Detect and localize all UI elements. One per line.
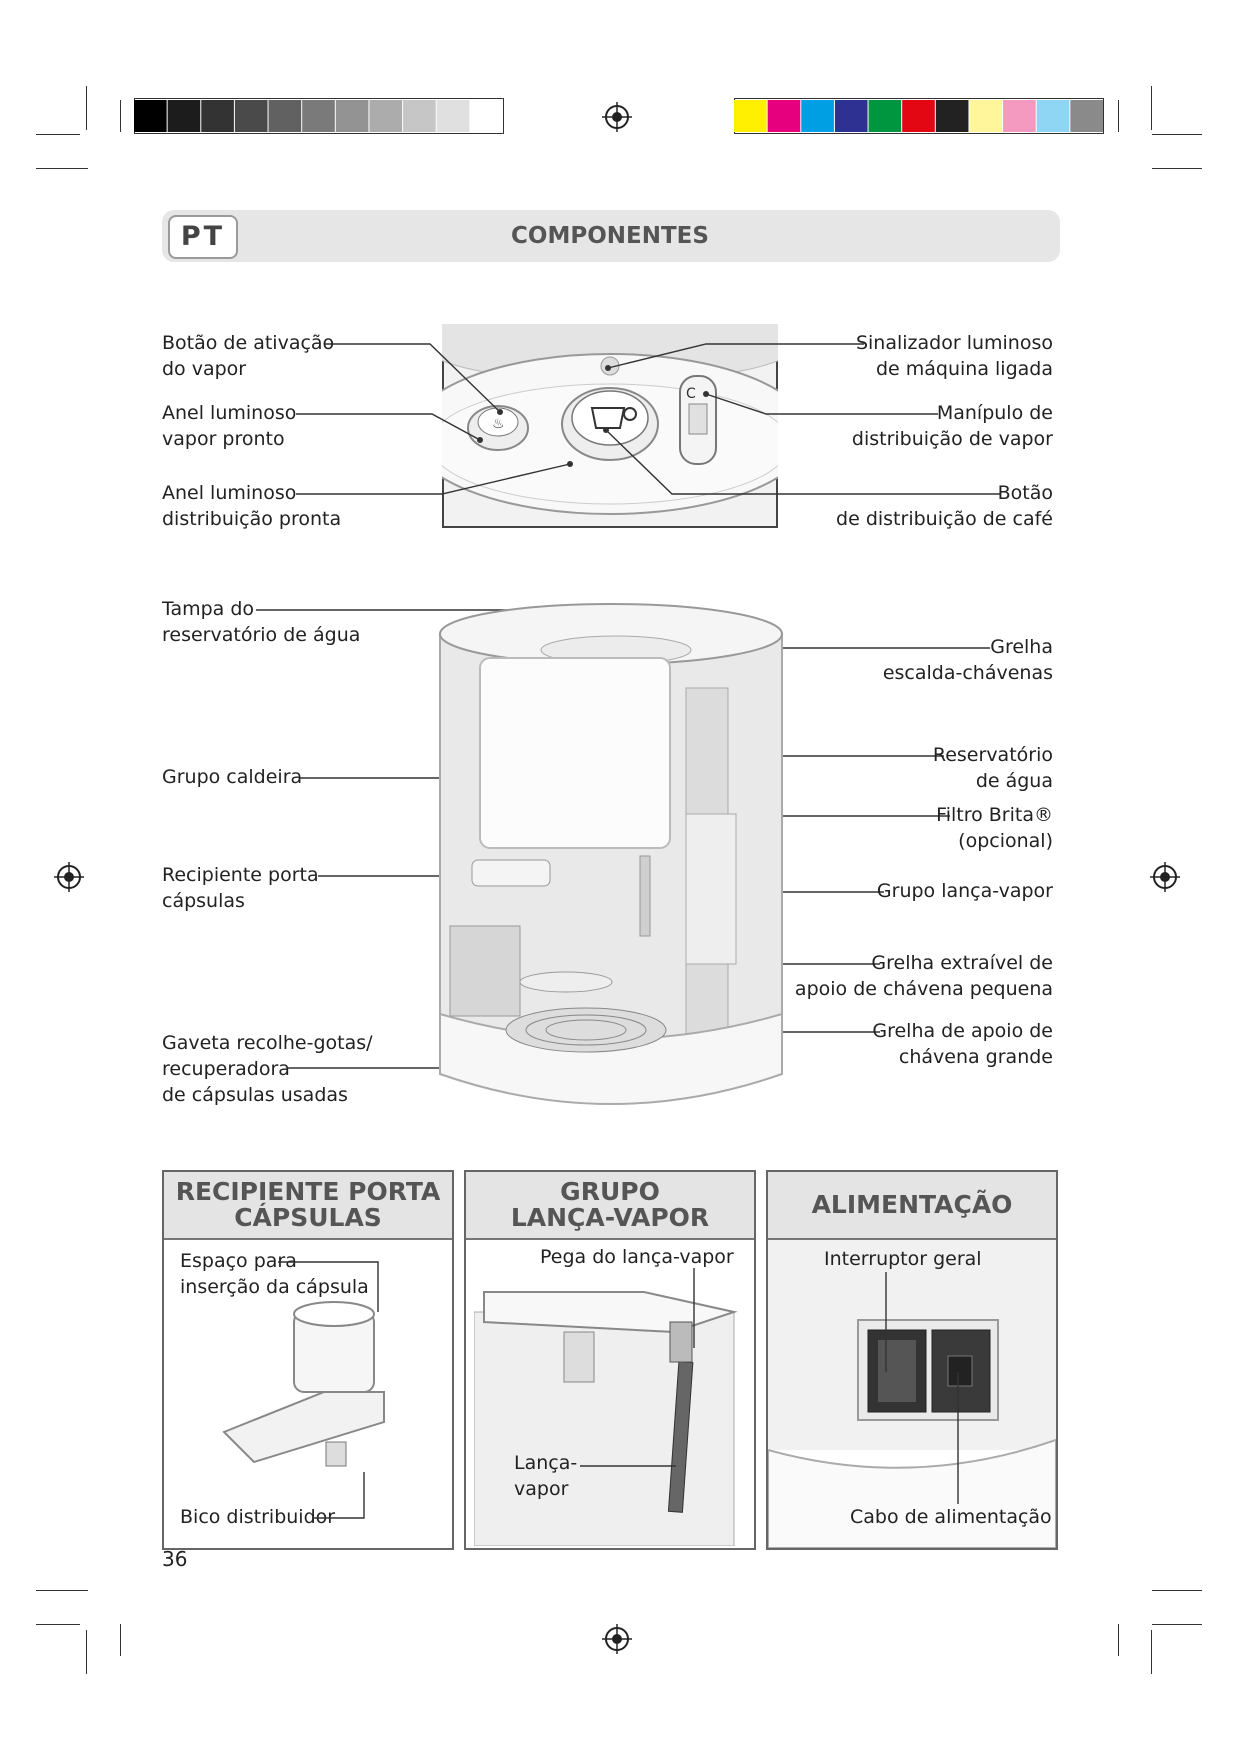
label-water-tank: Reservatório de água <box>932 744 1053 792</box>
label-capsule-slot: Espaço para inserção da cápsula <box>180 1250 369 1298</box>
label-steam-wand-group: Grupo lança-vapor <box>876 880 1053 902</box>
label-steam-activation-button: Botão de ativação do vapor <box>162 332 335 380</box>
label-steam-wand: Lança- vapor <box>514 1452 578 1500</box>
label-spout: Bico distribuidor <box>180 1506 336 1528</box>
label-dispense-ready-ring: Anel luminoso distribuição pronta <box>162 482 342 530</box>
label-power-indicator: Sinalizador luminoso de máquina ligada <box>855 332 1053 380</box>
label-steam-knob: Manípulo de distribuição de vapor <box>851 402 1053 450</box>
panel-leader-lines <box>466 1172 754 1548</box>
panel-title: RECIPIENTE PORTA CÁPSULAS <box>164 1172 452 1240</box>
label-steam-ready-ring: Anel luminoso vapor pronto <box>162 402 297 450</box>
label-capsule-holder: Recipiente porta cápsulas <box>162 864 319 912</box>
panel-title: GRUPO LANÇA-VAPOR <box>466 1172 754 1240</box>
label-large-cup-grid: Grelha de apoio de chávena grande <box>872 1020 1053 1068</box>
page-number: 36 <box>162 1547 188 1571</box>
label-water-tank-lid: Tampa do reservatório de água <box>162 598 361 646</box>
label-power-cord: Cabo de alimentação <box>850 1506 1052 1528</box>
label-main-switch: Interruptor geral <box>824 1248 982 1270</box>
panel-capsule-holder <box>162 1170 454 1550</box>
panel-leader-lines <box>164 1172 452 1548</box>
panel-leader-lines <box>768 1172 1056 1548</box>
label-boiler-group: Grupo caldeira <box>162 766 303 788</box>
machine-illustration <box>436 594 786 1134</box>
panel-steam-wand <box>464 1170 756 1550</box>
page-title: COMPONENTES <box>511 223 709 249</box>
label-drip-tray: Gaveta recolhe-gotas/ recuperadora de cápsulas usadas <box>162 1032 373 1106</box>
label-small-cup-grid: Grelha extraível de apoio de chávena pequena <box>794 952 1053 1000</box>
panel-title: ALIMENTAÇÃO <box>768 1172 1056 1240</box>
label-brita-filter: Filtro Brita® (opcional) <box>936 804 1053 852</box>
svg-text:♨: ♨ <box>492 416 505 432</box>
language-badge: PT <box>168 215 238 259</box>
label-steam-wand-handle: Pega do lança-vapor <box>540 1246 734 1268</box>
label-cup-warmer-grid: Grelha escalda-chávenas <box>882 636 1053 684</box>
panel-power-supply <box>766 1170 1058 1550</box>
svg-text:C: C <box>686 386 696 402</box>
label-coffee-button: Botão de distribuição de café <box>836 482 1053 530</box>
